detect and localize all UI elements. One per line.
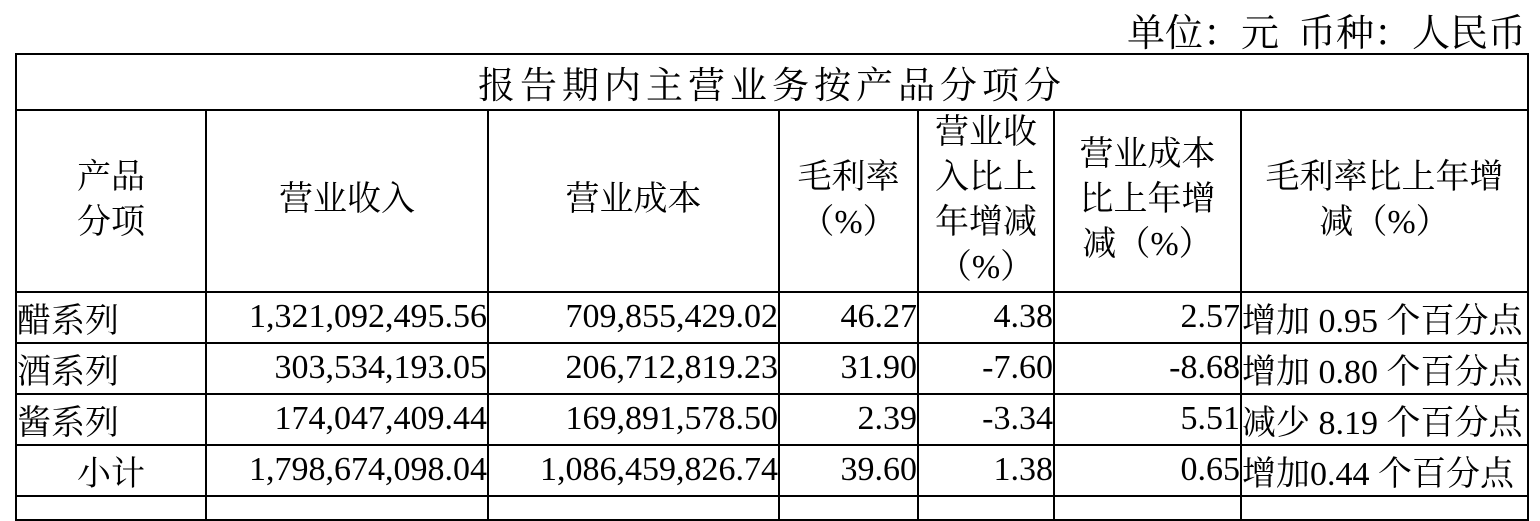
table-title: 报告期内主营业务按产品分项分: [16, 54, 1528, 110]
cell-margin-yoy: 增加 0.95 个百分点: [1241, 292, 1528, 343]
cell-cost-yoy: 0.65: [1054, 445, 1241, 496]
col-header-cost-yoy: [1054, 110, 1241, 292]
cell-product: 小计: [16, 445, 206, 496]
col-header-cost-label: 营业成本: [565, 181, 702, 219]
cell-revenue: 303,534,193.05: [206, 343, 488, 394]
cell-product: 酱系列: [16, 394, 206, 445]
table-row-subtotal: [16, 445, 1528, 496]
cell-cost: 709,855,429.02: [488, 292, 779, 343]
cell-gross-margin: 31.90: [779, 343, 918, 394]
unit-currency-note: 单位：元 币种：人民币: [1126, 13, 1526, 55]
col-header-gross-margin: [779, 110, 918, 292]
table-row-wine: [16, 343, 1528, 394]
cell-gross-margin: 39.60: [779, 445, 918, 496]
col-header-margin-yoy: [1241, 110, 1528, 292]
col-header-margin-yoy-label: 毛利率比上年增减（%）: [1265, 158, 1504, 241]
cell-margin-yoy: 增加 0.80 个百分点: [1241, 343, 1528, 394]
cell-revenue-yoy: -7.60: [918, 343, 1054, 394]
cell-cost-yoy: 5.51: [1054, 394, 1241, 445]
col-header-revenue-label: 营业收入: [279, 181, 415, 219]
cell-cost: 206,712,819.23: [488, 343, 779, 394]
cell-gross-margin: 2.39: [779, 394, 918, 445]
cell-margin-yoy: 减少 8.19 个百分点: [1241, 394, 1528, 445]
table-row-vinegar: [16, 292, 1528, 343]
col-header-product: [16, 110, 206, 292]
col-header-cost-yoy-label: 营业成本比上年增减（%）: [1079, 136, 1216, 264]
cell-gross-margin: 46.27: [779, 292, 918, 343]
col-header-revenue-yoy: [918, 110, 1054, 292]
table-row-sauce: [16, 394, 1528, 445]
col-header-revenue: [206, 110, 488, 292]
product-breakdown-table: [15, 53, 1529, 521]
table-header-row: [16, 110, 1528, 292]
col-header-revenue-yoy-label: 营业收入比上年增减（%）: [934, 114, 1037, 286]
cell-margin-yoy: 增加0.44 个百分点: [1241, 445, 1528, 496]
col-header-product-label: 产品分项: [76, 158, 145, 241]
col-header-cost: [488, 110, 779, 292]
cell-cost-yoy: 2.57: [1054, 292, 1241, 343]
cell-revenue: 1,321,092,495.56: [206, 292, 488, 343]
cell-revenue-yoy: 4.38: [918, 292, 1054, 343]
table-title-row: [16, 54, 1528, 110]
col-header-gross-margin-label: 毛利率（%）: [797, 158, 900, 241]
cell-revenue: 1,798,674,098.04: [206, 445, 488, 496]
cell-product: 醋系列: [16, 292, 206, 343]
table-row-cutoff: [16, 496, 1528, 520]
cell-revenue-yoy: 1.38: [918, 445, 1054, 496]
cell-product: 酒系列: [16, 343, 206, 394]
cell-cost: 169,891,578.50: [488, 394, 779, 445]
cell-cost-yoy: -8.68: [1054, 343, 1241, 394]
cell-revenue: 174,047,409.44: [206, 394, 488, 445]
cell-revenue-yoy: -3.34: [918, 394, 1054, 445]
cell-cost: 1,086,459,826.74: [488, 445, 779, 496]
